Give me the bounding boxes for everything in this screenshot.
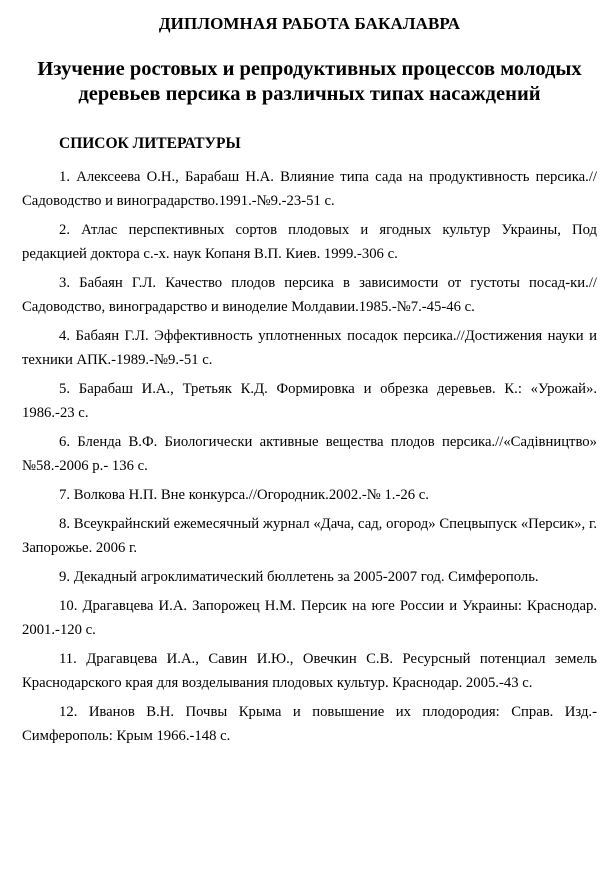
section-title: СПИСОК ЛИТЕРАТУРЫ <box>59 135 241 152</box>
reference-item-8: 8. Всеукрайнский ежемесячный журнал «Дача, сад, огород» Спецвыпуск «Персик», г. Запорожье. 2006 г. <box>22 516 597 556</box>
reference-item-9: 9. Декадный агроклиматический бюллетень за 2005-2007 год. Симферополь. <box>59 569 539 585</box>
reference-item-4: 4. Бабаян Г.Л. Эффективность уплотненных посадок персика.//Достижения науки и техники АПК.-1989.-№9.-51 с. <box>22 328 597 368</box>
reference-item-7: 7. Волкова Н.П. Вне конкурса.//Огородник.2002.-№ 1.-26 с. <box>59 487 429 503</box>
document-heading: ДИПЛОМНАЯ РАБОТА БАКАЛАВРА <box>158 14 461 33</box>
reference-item-2: 2. Атлас перспективных сортов плодовых и ягодных культур Украины, Под редакцией доктора с.-х. наук Копаня В.П. Киев. 1999.-306 с. <box>22 222 597 262</box>
reference-item-12: 12. Иванов В.Н. Почвы Крыма и повышение их плодородия: Справ. Изд.-Симферополь: Крым 1966.-148 с. <box>22 704 597 744</box>
reference-item-3: 3. Бабаян Г.Л. Качество плодов персика в зависимости от густоты посад-ки.//Садоводство, виноградарство и виноделие Молдавии.1985.-№7.-45-46 с. <box>22 275 597 315</box>
reference-item-5: 5. Барабаш И.А., Третьяк К.Д. Формировка и обрезка деревьев. К.: «Урожай». 1986.-23 с. <box>22 381 597 421</box>
reference-item-11: 11. Драгавцева И.А., Савин И.Ю., Овечкин С.В. Ресурсный потенциал земель Краснодарского края для возделывания плодовых культур. Краснодар. 2005.-43 с. <box>22 651 597 691</box>
reference-item-1: 1. Алексеева О.Н., Барабаш Н.А. Влияние типа сада на продуктивность персика.//Садоводство и виноградарство.1991.-№9.-23-51 с. <box>22 169 597 209</box>
reference-list <box>22 165 597 748</box>
reference-item-6: 6. Бленда В.Ф. Биологически активные вещества плодов персика.//«Садівництво» №58.-2006 р.- 136 с. <box>22 434 597 474</box>
document-title: Изучение ростовых и репродуктивных процессов молодых деревьев персика в различных типах насаждений <box>37 58 582 105</box>
reference-item-10: 10. Драгавцева И.А. Запорожец Н.М. Персик на юге России и Украины: Краснодар. 2001.-120 с. <box>22 598 597 638</box>
